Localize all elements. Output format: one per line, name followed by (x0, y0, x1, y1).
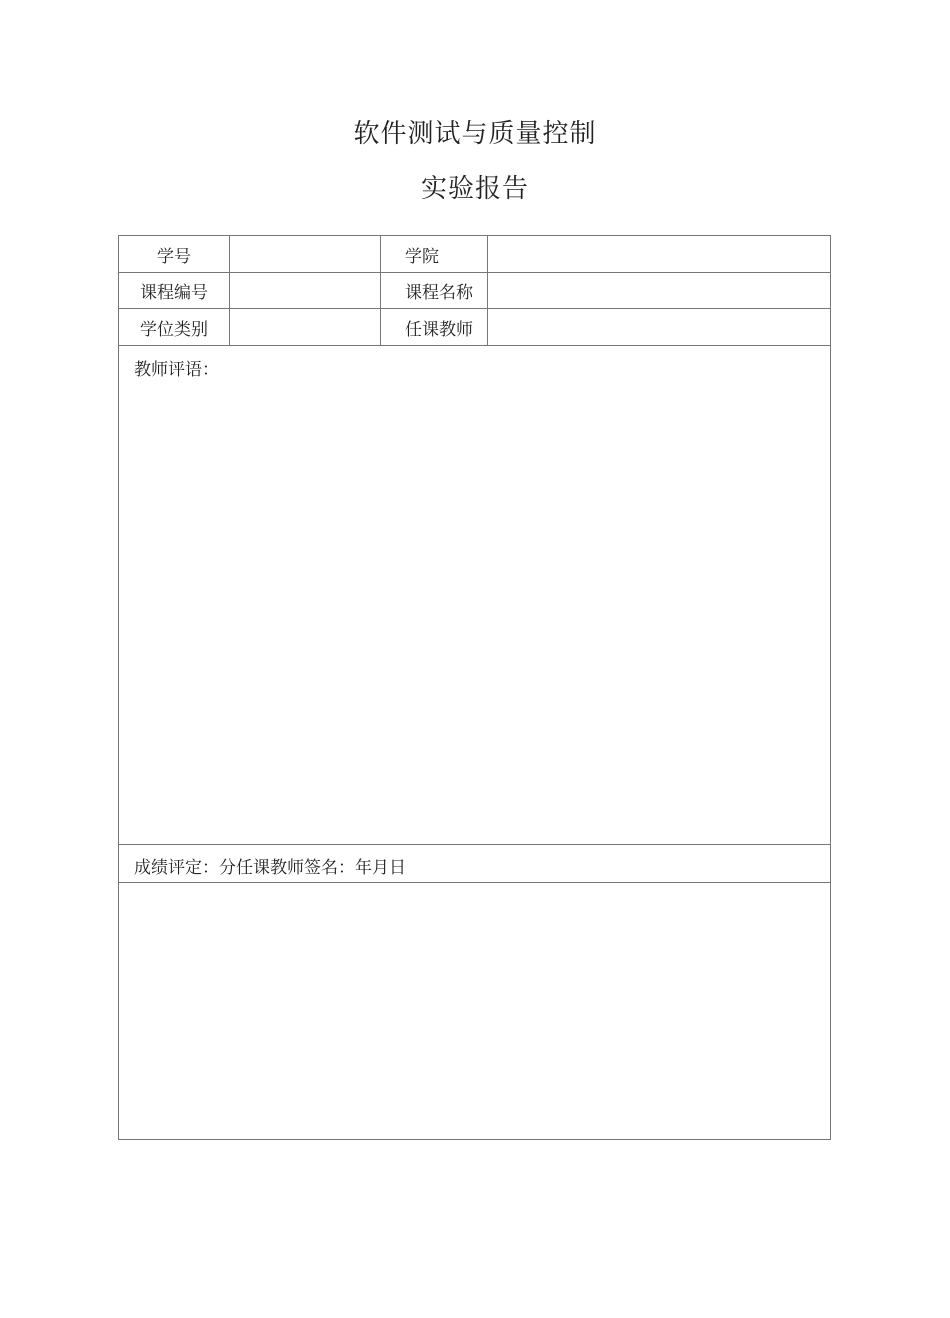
document-title: 软件测试与质量控制 (353, 119, 597, 149)
student-id-field[interactable] (230, 236, 381, 272)
report-form (118, 235, 831, 1140)
teacher-label: 任课教师 (381, 309, 488, 345)
teacher-field[interactable] (488, 309, 830, 345)
degree-type-field[interactable] (230, 309, 381, 345)
college-field[interactable] (488, 236, 830, 272)
grade-box (119, 845, 830, 883)
table-row-course (119, 273, 830, 309)
table-row-student-id (119, 236, 830, 273)
table-row-degree (119, 309, 830, 346)
course-number-label: 课程编号 (119, 273, 230, 308)
student-id-label: 学号 (119, 236, 230, 272)
teacher-comment-label: 教师评语： (134, 360, 219, 380)
college-label: 学院 (381, 236, 488, 272)
degree-type-label: 学位类别 (119, 309, 230, 345)
teacher-comment-box[interactable] (119, 346, 830, 845)
course-name-label: 课程名称 (381, 273, 488, 308)
document-subtitle: 实验报告 (420, 174, 529, 204)
report-content-box[interactable] (119, 883, 830, 1139)
grade-signature-label: 成绩评定：分任课教师签名：年月日 (134, 858, 406, 878)
course-name-field[interactable] (488, 273, 830, 308)
course-number-field[interactable] (230, 273, 381, 308)
